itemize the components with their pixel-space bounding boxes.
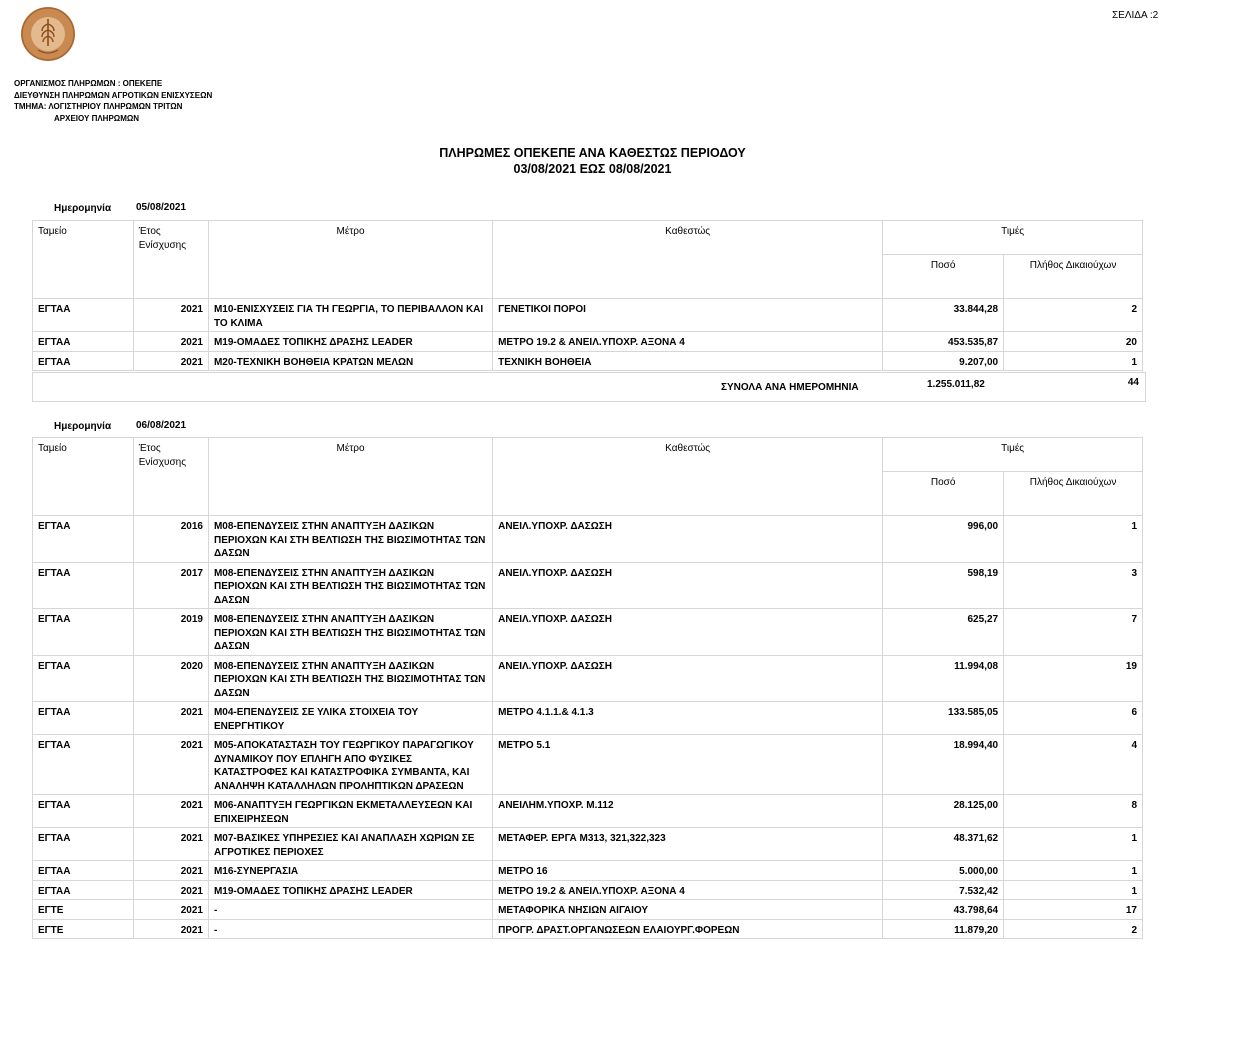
table-row xyxy=(33,900,1143,920)
cell-kathestos: ΜΕΤΡΟ 16 xyxy=(493,861,883,881)
cell-poso: 625,27 xyxy=(883,609,1004,656)
cell-poso: 996,00 xyxy=(883,516,1004,563)
cell-tameio: ΕΓΤΑΑ xyxy=(33,795,134,828)
table-row xyxy=(33,735,1143,795)
cell-kathestos: ΜΕΤΡΟ 4.1.1.& 4.1.3 xyxy=(493,702,883,735)
cell-tameio: ΕΓΤΑΑ xyxy=(33,861,134,881)
cell-metro: Μ08-ΕΠΕΝΔΥΣΕΙΣ ΣΤΗΝ ΑΝΑΠΤΥΞΗ ΔΑΣΙΚΩΝ ΠΕΡΙΟΧΩΝ ΚΑΙ ΣΤΗ ΒΕΛΤΙΩΣΗ ΤΗΣ ΒΙΩΣΙΜΟΤΗΤΑΣ ΤΩΝ ΔΑΣΩΝ xyxy=(208,516,492,563)
page-number: ΣΕΛΙΔΑ :2 xyxy=(1112,10,1159,21)
cell-tameio: ΕΓΤΑΑ xyxy=(33,562,134,609)
cell-poso: 598,19 xyxy=(883,562,1004,609)
report-period: 03/08/2021 ΕΩΣ 08/08/2021 xyxy=(513,162,672,176)
cell-etos: 2017 xyxy=(133,562,208,609)
section-date: 06/08/2021 xyxy=(136,420,187,431)
cell-metro: Μ10-ΕΝΙΣΧΥΣΕΙΣ ΓΙΑ ΤΗ ΓΕΩΡΓΙΑ, ΤΟ ΠΕΡΙΒΑΛΛΟΝ ΚΑΙ ΤΟ ΚΛΙΜΑ xyxy=(208,299,492,332)
header-kathestos: Καθεστώς xyxy=(493,221,883,299)
cell-metro: Μ08-ΕΠΕΝΔΥΣΕΙΣ ΣΤΗΝ ΑΝΑΠΤΥΞΗ ΔΑΣΙΚΩΝ ΠΕΡΙΟΧΩΝ ΚΑΙ ΣΤΗ ΒΕΛΤΙΩΣΗ ΤΗΣ ΒΙΩΣΙΜΟΤΗΤΑΣ ΤΩΝ ΔΑΣΩΝ xyxy=(208,609,492,656)
cell-poso: 43.798,64 xyxy=(883,900,1004,920)
org-line: ΤΜΗΜΑ: ΛΟΓΙΣΤΗΡΙΟΥ ΠΛΗΡΩΜΩΝ ΤΡΙΤΩΝ xyxy=(14,102,183,111)
cell-etos: 2021 xyxy=(133,332,208,352)
cell-tameio: ΕΓΤΑΑ xyxy=(33,351,134,371)
cell-kathestos: ΑΝΕΙΛ.ΥΠΟΧΡ. ΔΑΣΩΣΗ xyxy=(493,562,883,609)
table-row xyxy=(33,562,1143,609)
table-row xyxy=(33,609,1143,656)
section-date: 05/08/2021 xyxy=(136,202,187,213)
cell-tameio: ΕΓΤΑΑ xyxy=(33,702,134,735)
header-poso: Ποσό xyxy=(883,255,1004,299)
header-etos: Έτος Ενίσχυσης xyxy=(133,438,208,516)
cell-metro: - xyxy=(208,919,492,939)
header-etos: Έτος Ενίσχυσης xyxy=(133,221,208,299)
payments-table xyxy=(32,220,1143,371)
header-metro: Μέτρο xyxy=(208,438,492,516)
cell-plithos: 1 xyxy=(1004,516,1143,563)
cell-etos: 2021 xyxy=(133,299,208,332)
cell-etos: 2021 xyxy=(133,351,208,371)
org-line: ΟΡΓΑΝΙΣΜΟΣ ΠΛΗΡΩΜΩΝ : ΟΠΕΚΕΠΕ xyxy=(14,79,163,88)
header-times: Τιμές xyxy=(883,438,1143,472)
cell-etos: 2021 xyxy=(133,919,208,939)
header-plithos: Πλήθος Δικαιούχων xyxy=(1004,472,1143,516)
cell-plithos: 6 xyxy=(1004,702,1143,735)
cell-plithos: 1 xyxy=(1004,880,1143,900)
cell-metro: - xyxy=(208,900,492,920)
table-row xyxy=(33,516,1143,563)
cell-plithos: 20 xyxy=(1004,332,1143,352)
cell-etos: 2016 xyxy=(133,516,208,563)
cell-tameio: ΕΓΤΑΑ xyxy=(33,655,134,702)
cell-etos: 2021 xyxy=(133,702,208,735)
cell-poso: 133.585,05 xyxy=(883,702,1004,735)
payments-table xyxy=(32,437,1143,939)
cell-kathestos: ΤΕΧΝΙΚΗ ΒΟΗΘΕΙΑ xyxy=(493,351,883,371)
cell-tameio: ΕΓΤΑΑ xyxy=(33,299,134,332)
cell-tameio: ΕΓΤΑΑ xyxy=(33,332,134,352)
cell-kathestos: ΠΡΟΓΡ. ΔΡΑΣΤ.ΟΡΓΑΝΩΣΕΩΝ ΕΛΑΙΟΥΡΓ.ΦΟΡΕΩΝ xyxy=(493,919,883,939)
cell-poso: 33.844,28 xyxy=(883,299,1004,332)
cell-plithos: 19 xyxy=(1004,655,1143,702)
cell-kathestos: ΑΝΕΙΛ.ΥΠΟΧΡ. ΔΑΣΩΣΗ xyxy=(493,655,883,702)
cell-metro: Μ06-ΑΝΑΠΤΥΞΗ ΓΕΩΡΓΙΚΩΝ ΕΚΜΕΤΑΛΛΕΥΣΕΩΝ ΚΑΙ ΕΠΙΧΕΙΡΗΣΕΩΝ xyxy=(208,795,492,828)
cell-plithos: 3 xyxy=(1004,562,1143,609)
cell-tameio: ΕΓΤΕ xyxy=(33,900,134,920)
cell-metro: Μ16-ΣΥΝΕΡΓΑΣΙΑ xyxy=(208,861,492,881)
cell-kathestos: ΜΕΤΑΦΕΡ. ΕΡΓΑ Μ313, 321,322,323 xyxy=(493,828,883,861)
cell-metro: Μ08-ΕΠΕΝΔΥΣΕΙΣ ΣΤΗΝ ΑΝΑΠΤΥΞΗ ΔΑΣΙΚΩΝ ΠΕΡΙΟΧΩΝ ΚΑΙ ΣΤΗ ΒΕΛΤΙΩΣΗ ΤΗΣ ΒΙΩΣΙΜΟΤΗΤΑΣ ΤΩΝ ΔΑΣΩΝ xyxy=(208,655,492,702)
cell-metro: Μ19-ΟΜΑΔΕΣ ΤΟΠΙΚΗΣ ΔΡΑΣΗΣ LEADER xyxy=(208,880,492,900)
cell-metro: Μ08-ΕΠΕΝΔΥΣΕΙΣ ΣΤΗΝ ΑΝΑΠΤΥΞΗ ΔΑΣΙΚΩΝ ΠΕΡΙΟΧΩΝ ΚΑΙ ΣΤΗ ΒΕΛΤΙΩΣΗ ΤΗΣ ΒΙΩΣΙΜΟΤΗΤΑΣ ΤΩΝ ΔΑΣΩΝ xyxy=(208,562,492,609)
header-kathestos: Καθεστώς xyxy=(493,438,883,516)
cell-etos: 2021 xyxy=(133,880,208,900)
table-row xyxy=(33,655,1143,702)
header-plithos: Πλήθος Δικαιούχων xyxy=(1004,255,1143,299)
opekepe-logo-icon xyxy=(20,6,76,62)
cell-tameio: ΕΓΤΑΑ xyxy=(33,516,134,563)
cell-metro: Μ20-ΤΕΧΝΙΚΗ ΒΟΗΘΕΙΑ ΚΡΑΤΩΝ ΜΕΛΩΝ xyxy=(208,351,492,371)
cell-plithos: 1 xyxy=(1004,828,1143,861)
organization-header xyxy=(14,78,212,124)
cell-poso: 7.532,42 xyxy=(883,880,1004,900)
cell-tameio: ΕΓΤΑΑ xyxy=(33,828,134,861)
cell-kathestos: ΓΕΝΕΤΙΚΟΙ ΠΟΡΟΙ xyxy=(493,299,883,332)
cell-kathestos: ΜΕΤΡΟ 19.2 & ΑΝΕΙΛ.ΥΠΟΧΡ. ΑΞΟΝΑ 4 xyxy=(493,332,883,352)
table-row xyxy=(33,702,1143,735)
header-tameio: Ταμείο xyxy=(33,221,134,299)
cell-poso: 11.994,08 xyxy=(883,655,1004,702)
cell-etos: 2019 xyxy=(133,609,208,656)
cell-poso: 28.125,00 xyxy=(883,795,1004,828)
cell-etos: 2021 xyxy=(133,828,208,861)
table-row xyxy=(33,351,1143,371)
table-row xyxy=(33,861,1143,881)
cell-etos: 2021 xyxy=(133,735,208,795)
cell-poso: 11.879,20 xyxy=(883,919,1004,939)
cell-metro: Μ04-ΕΠΕΝΔΥΣΕΙΣ ΣΕ ΥΛΙΚΑ ΣΤΟΙΧΕΙΑ ΤΟΥ ΕΝΕΡΓΗΤΙΚΟΥ xyxy=(208,702,492,735)
cell-etos: 2021 xyxy=(133,900,208,920)
cell-tameio: ΕΓΤΑΑ xyxy=(33,880,134,900)
date-label: Ημερομηνία xyxy=(54,421,112,432)
cell-plithos: 2 xyxy=(1004,299,1143,332)
cell-kathestos: ΑΝΕΙΛ.ΥΠΟΧΡ. ΔΑΣΩΣΗ xyxy=(493,609,883,656)
org-line: ΑΡΧΕΙΟΥ ΠΛΗΡΩΜΩΝ xyxy=(54,113,140,123)
cell-poso: 453.535,87 xyxy=(883,332,1004,352)
totals-label: ΣΥΝΟΛΑ ΑΝΑ ΗΜΕΡΟΜΗΝΙΑ xyxy=(721,382,859,393)
header-metro: Μέτρο xyxy=(208,221,492,299)
cell-kathestos: ΜΕΤΡΟ 5.1 xyxy=(493,735,883,795)
org-line: ΔΙΕΥΘΥΝΣΗ ΠΛΗΡΩΜΩΝ ΑΓΡΟΤΙΚΩΝ ΕΝΙΣΧΥΣΕΩΝ xyxy=(14,90,213,100)
cell-plithos: 2 xyxy=(1004,919,1143,939)
cell-plithos: 1 xyxy=(1004,351,1143,371)
table-row xyxy=(33,795,1143,828)
cell-tameio: ΕΓΤΑΑ xyxy=(33,735,134,795)
date-label: Ημερομηνία xyxy=(54,203,112,214)
cell-plithos: 8 xyxy=(1004,795,1143,828)
cell-kathestos: ΜΕΤΡΟ 19.2 & ΑΝΕΙΛ.ΥΠΟΧΡ. ΑΞΟΝΑ 4 xyxy=(493,880,883,900)
table-row xyxy=(33,828,1143,861)
cell-plithos: 7 xyxy=(1004,609,1143,656)
cell-poso: 48.371,62 xyxy=(883,828,1004,861)
cell-etos: 2020 xyxy=(133,655,208,702)
totals-poso: 1.255.011,82 xyxy=(927,379,985,390)
cell-tameio: ΕΓΤΑΑ xyxy=(33,609,134,656)
cell-etos: 2021 xyxy=(133,861,208,881)
totals-plithos: 44 xyxy=(1127,377,1139,388)
cell-plithos: 1 xyxy=(1004,861,1143,881)
cell-tameio: ΕΓΤΕ xyxy=(33,919,134,939)
cell-etos: 2021 xyxy=(133,795,208,828)
cell-poso: 9.207,00 xyxy=(883,351,1004,371)
cell-kathestos: ΜΕΤΑΦΟΡΙΚΑ ΝΗΣΙΩΝ ΑΙΓΑΙΟΥ xyxy=(493,900,883,920)
report-title: ΠΛΗΡΩΜΕΣ ΟΠΕΚΕΠΕ ΑΝΑ ΚΑΘΕΣΤΩΣ ΠΕΡΙΟΔΟΥ xyxy=(439,146,746,160)
table-row xyxy=(33,919,1143,939)
cell-poso: 18.994,40 xyxy=(883,735,1004,795)
cell-metro: Μ05-ΑΠΟΚΑΤΑΣΤΑΣΗ ΤΟΥ ΓΕΩΡΓΙΚΟΥ ΠΑΡΑΓΩΓΙΚΟΥ ΔΥΝΑΜΙΚΟΥ ΠΟΥ ΕΠΛΗΓΗ ΑΠΟ ΦΥΣΙΚΕΣ ΚΑΤΑΣΤΡΟΦΕΣ ΚΑΙ ΚΑΤΑΣΤΡΟΦΙΚΑ ΣΥΜΒΑΝΤΑ, ΚΑΙ ΑΝΑΛΗΨΗ ΚΑΤΑΛΛΗΛΩΝ ΠΡΟΛΗΠΤΙΚΩΝ ΔΡΑΣΕΩΝ xyxy=(208,735,492,795)
cell-metro: Μ19-ΟΜΑΔΕΣ ΤΟΠΙΚΗΣ ΔΡΑΣΗΣ LEADER xyxy=(208,332,492,352)
table-row xyxy=(33,332,1143,352)
header-tameio: Ταμείο xyxy=(33,438,134,516)
cell-plithos: 4 xyxy=(1004,735,1143,795)
cell-plithos: 17 xyxy=(1004,900,1143,920)
totals-row xyxy=(32,372,1146,402)
table-row xyxy=(33,299,1143,332)
table-row xyxy=(33,880,1143,900)
cell-kathestos: ΑΝΕΙΛ.ΥΠΟΧΡ. ΔΑΣΩΣΗ xyxy=(493,516,883,563)
cell-poso: 5.000,00 xyxy=(883,861,1004,881)
header-poso: Ποσό xyxy=(883,472,1004,516)
cell-metro: Μ07-ΒΑΣΙΚΕΣ ΥΠΗΡΕΣΙΕΣ ΚΑΙ ΑΝΑΠΛΑΣΗ ΧΩΡΙΩΝ ΣΕ ΑΓΡΟΤΙΚΕΣ ΠΕΡΙΟΧΕΣ xyxy=(208,828,492,861)
cell-kathestos: ΑΝΕΙΛΗΜ.ΥΠΟΧΡ. Μ.112 xyxy=(493,795,883,828)
header-times: Τιμές xyxy=(883,221,1143,255)
